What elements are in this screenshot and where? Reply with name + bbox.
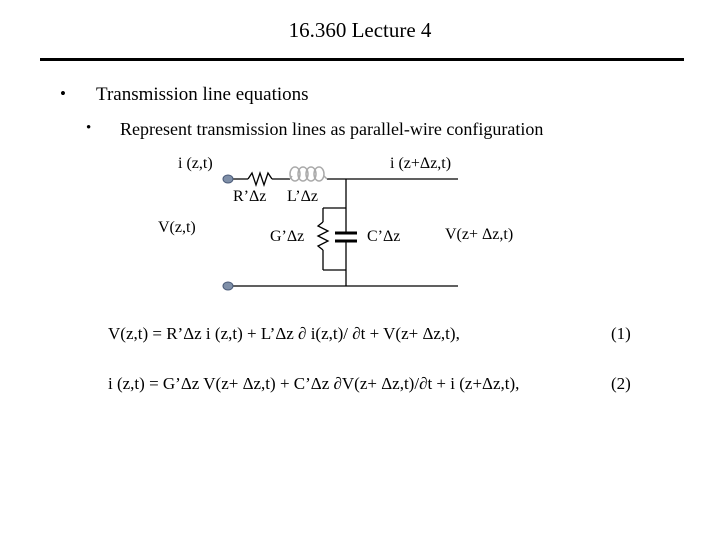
label-conductance: G’Δz bbox=[270, 228, 305, 245]
bullet-transmission-line-equations: Transmission line equations bbox=[96, 84, 309, 105]
equation-1-number: (1) bbox=[611, 324, 631, 343]
resistor-zigzag bbox=[248, 173, 272, 185]
label-inductor: L’Δz bbox=[287, 188, 319, 205]
conductance-zigzag bbox=[318, 222, 328, 250]
equation-1: V(z,t) = R’Δz i (z,t) + L’Δz ∂ i(z,t)/ ∂t + V(z+ Δz,t), bbox=[108, 324, 460, 343]
capacitor-plates bbox=[335, 233, 357, 241]
bullet-parallel-wire: Represent transmission lines as parallel-wire configuration bbox=[120, 119, 544, 139]
label-voltage-in: V(z,t) bbox=[158, 219, 196, 236]
bullet-marker-1: • bbox=[60, 84, 66, 103]
bullet-marker-2: • bbox=[86, 120, 92, 136]
terminal-bottom-left bbox=[223, 282, 233, 290]
label-current-in: i (z,t) bbox=[178, 155, 213, 172]
label-current-out: i (z+Δz,t) bbox=[390, 155, 452, 172]
label-resistor: R’Δz bbox=[233, 188, 267, 205]
equation-2-number: (2) bbox=[611, 374, 631, 393]
label-voltage-out: V(z+ Δz,t) bbox=[445, 226, 514, 243]
equation-2: i (z,t) = G’Δz V(z+ Δz,t) + C’Δz ∂V(z+ Δz,t)/∂t + i (z+Δz,t), bbox=[108, 374, 520, 393]
slide-title: 16.360 Lecture 4 bbox=[288, 18, 432, 42]
inductor-coil bbox=[290, 167, 327, 181]
terminal-top-left bbox=[223, 175, 233, 183]
label-capacitor: C’Δz bbox=[367, 228, 401, 245]
